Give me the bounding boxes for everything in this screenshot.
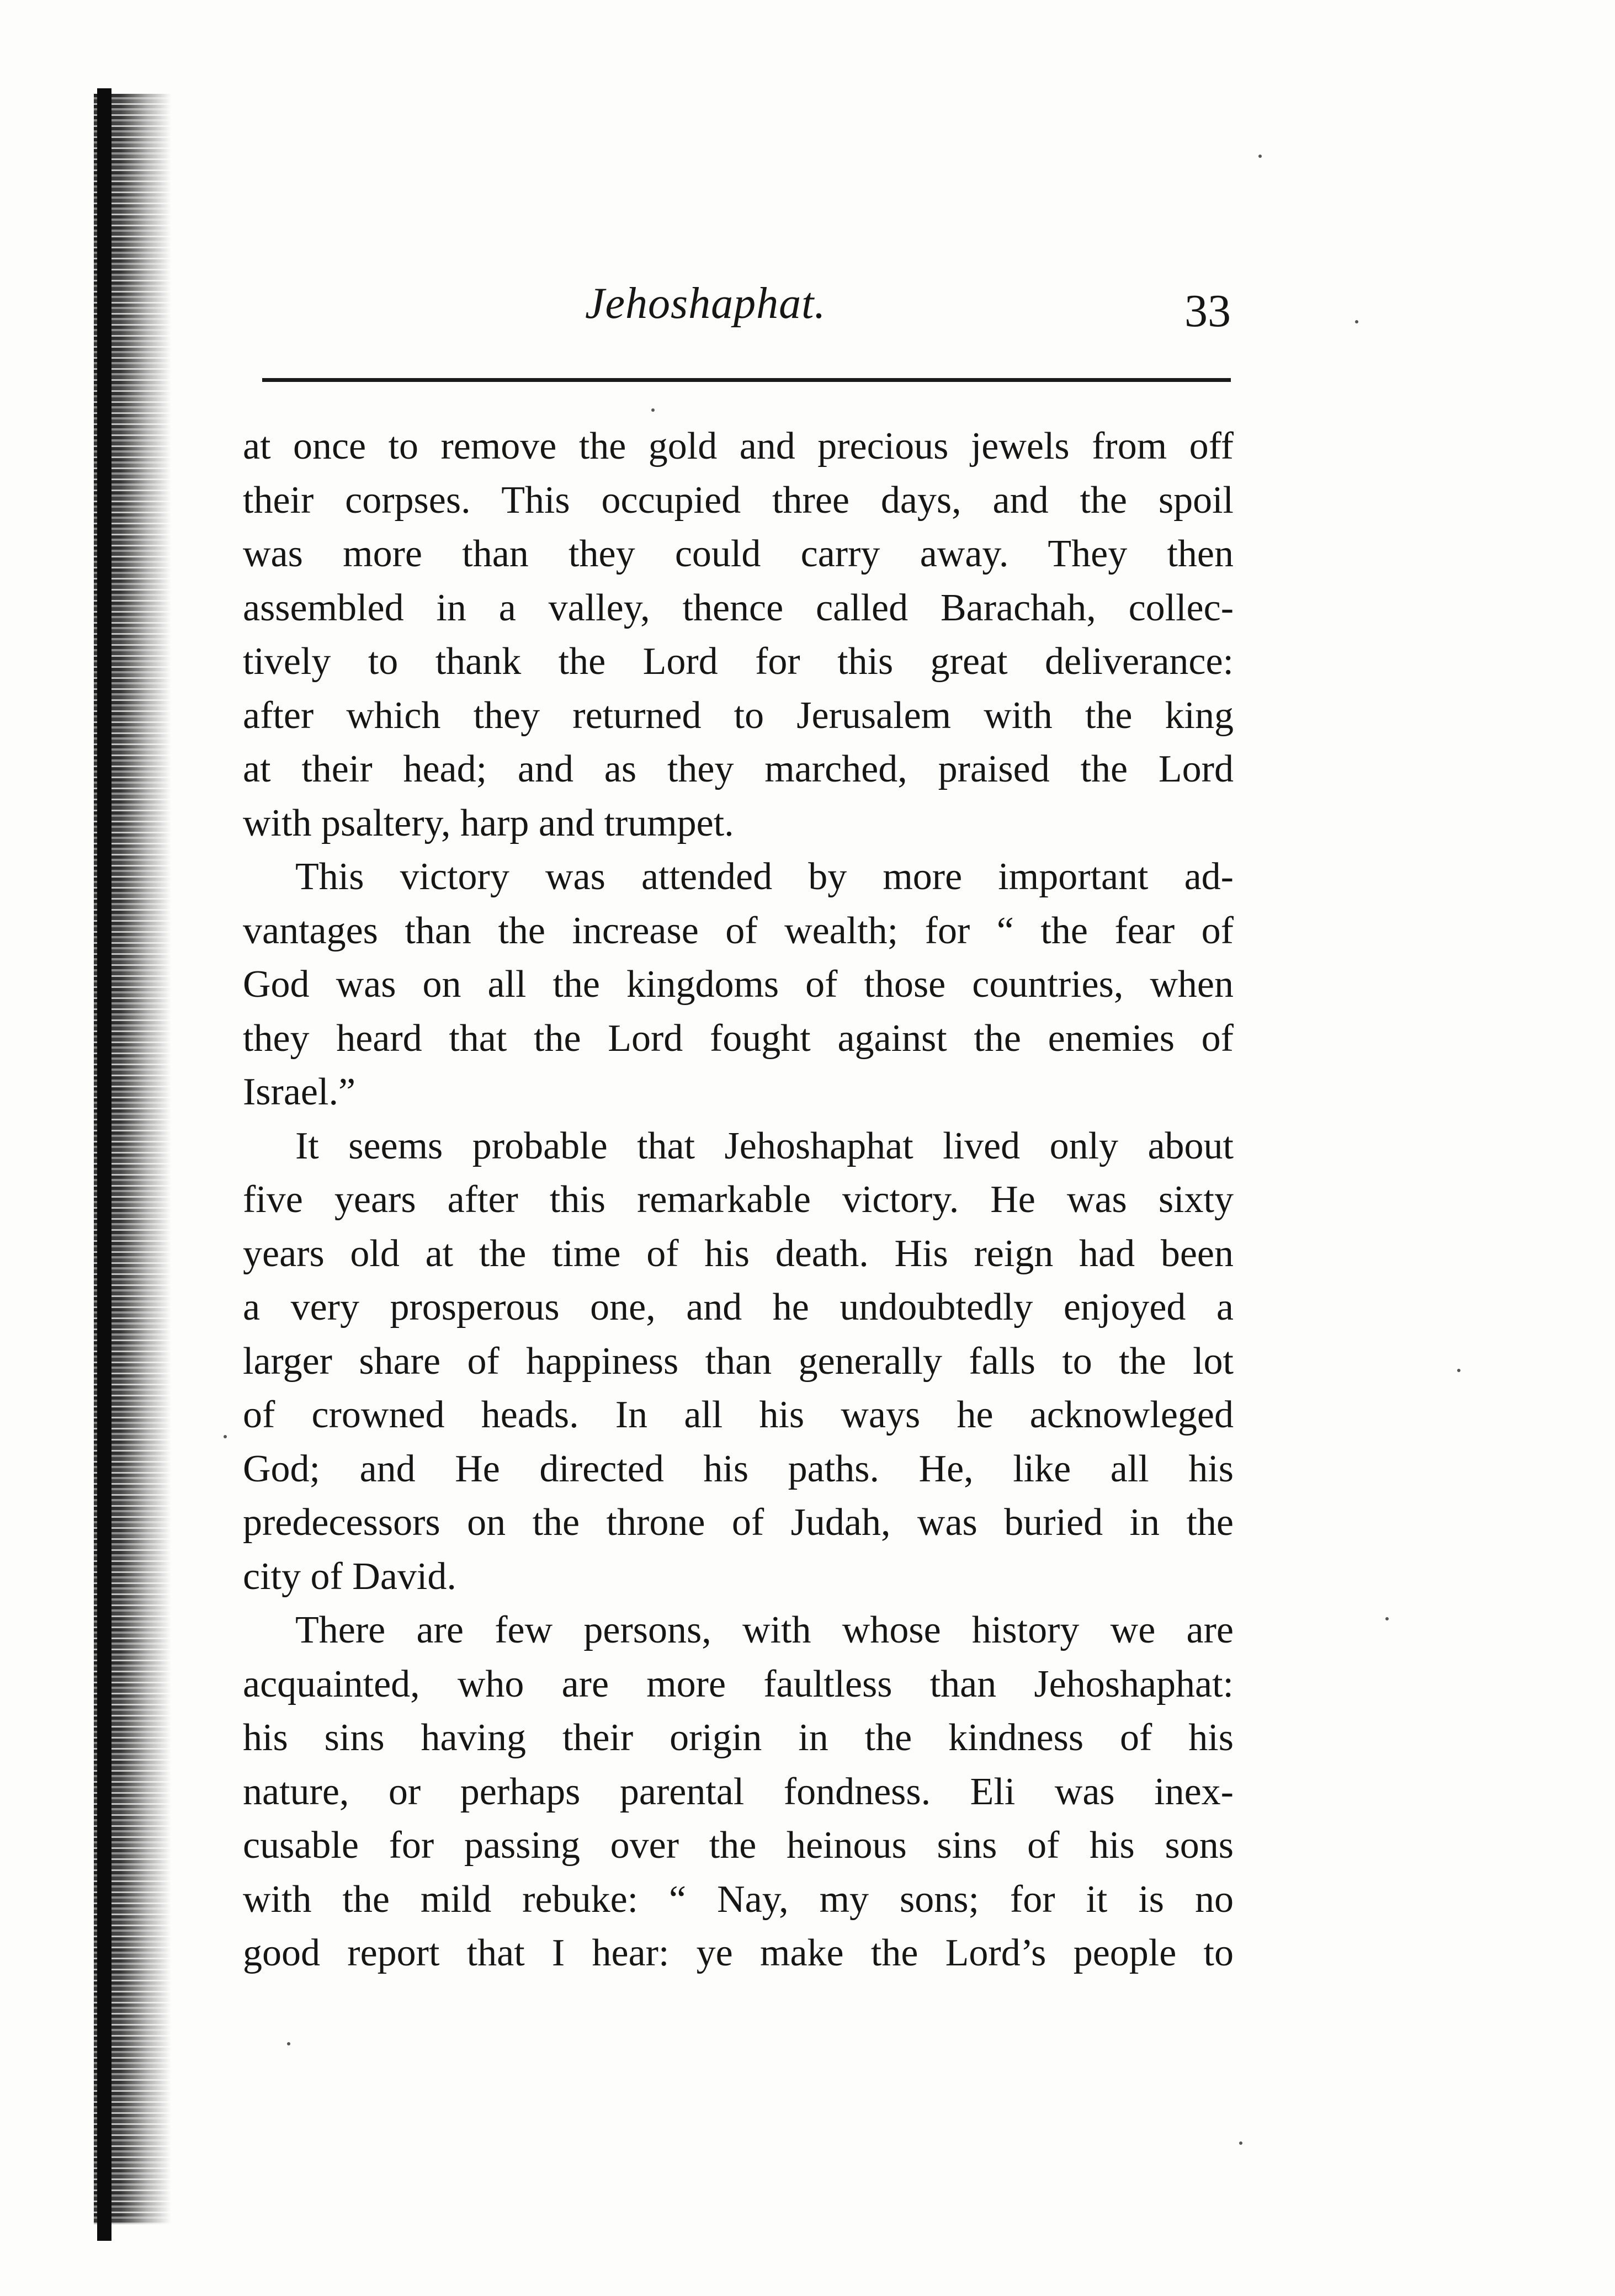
text-line: cusable for passing over the heinous sins of his sons — [243, 1824, 1234, 1867]
text-line: There are few persons, with whose history we are — [295, 1609, 1234, 1651]
text-line: years old at the time of his death. His reign had been — [243, 1232, 1234, 1275]
text-line: assembled in a valley, thence called Barachah, collec- — [243, 586, 1234, 629]
text-line: at their head; and as they marched, praised the Lord — [243, 748, 1234, 790]
page-number: 33 — [1184, 285, 1231, 337]
body-text — [243, 419, 1234, 1980]
text-line: his sins having their origin in the kindness of his — [243, 1716, 1234, 1759]
text-line: city of David. — [243, 1555, 456, 1598]
text-line: larger share of happiness than generally falls to the lot — [243, 1340, 1234, 1383]
scan-speck — [224, 1435, 227, 1438]
text-line: they heard that the Lord fought against the enemies of — [243, 1017, 1234, 1060]
text-line: predecessors on the throne of Judah, was buried in the — [243, 1501, 1234, 1544]
text-line: nature, or perhaps parental fondness. Eli was inex- — [243, 1770, 1234, 1813]
scan-speck — [1385, 1617, 1389, 1620]
scan-speck — [651, 408, 655, 412]
running-title: Jehoshaphat. — [585, 279, 826, 328]
scan-speck — [1355, 320, 1358, 323]
text-line: five years after this remarkable victory. He was sixty — [243, 1178, 1234, 1221]
text-line: God; and He directed his paths. He, like all his — [243, 1447, 1234, 1490]
scan-speck — [1239, 2141, 1242, 2145]
text-line: vantages than the increase of wealth; for “ the fear of — [243, 909, 1234, 952]
header-rule — [262, 378, 1231, 382]
text-line: after which they returned to Jerusalem with the king — [243, 694, 1234, 737]
text-line: God was on all the kingdoms of those countries, when — [243, 963, 1234, 1006]
running-head — [243, 279, 1231, 362]
text-line: their corpses. This occupied three days, and the spoil — [243, 479, 1234, 522]
gutter-edge — [97, 88, 111, 2241]
text-line: acquainted, who are more faultless than Jehoshaphat: — [243, 1662, 1234, 1705]
text-line: at once to remove the gold and precious jewels from off — [243, 425, 1234, 467]
text-line: a very prosperous one, and he undoubtedly enjoyed a — [243, 1286, 1234, 1328]
scan-speck — [1457, 1369, 1460, 1372]
text-line: Israel.” — [243, 1071, 356, 1113]
text-line: good report that I hear: ye make the Lord’s people to — [243, 1932, 1234, 1974]
text-line: of crowned heads. In all his ways he acknowleged — [243, 1394, 1234, 1436]
text-line: It seems probable that Jehoshaphat lived only about — [295, 1124, 1234, 1167]
scan-speck — [287, 2042, 290, 2045]
text-line: was more than they could carry away. They then — [243, 533, 1234, 575]
text-line: This victory was attended by more important ad- — [295, 855, 1234, 898]
scan-speck — [1258, 155, 1262, 158]
text-line: with psaltery, harp and trumpet. — [243, 801, 734, 844]
text-line: with the mild rebuke: “ Nay, my sons; for it is no — [243, 1878, 1234, 1921]
text-line: tively to thank the Lord for this great deliverance: — [243, 640, 1234, 683]
